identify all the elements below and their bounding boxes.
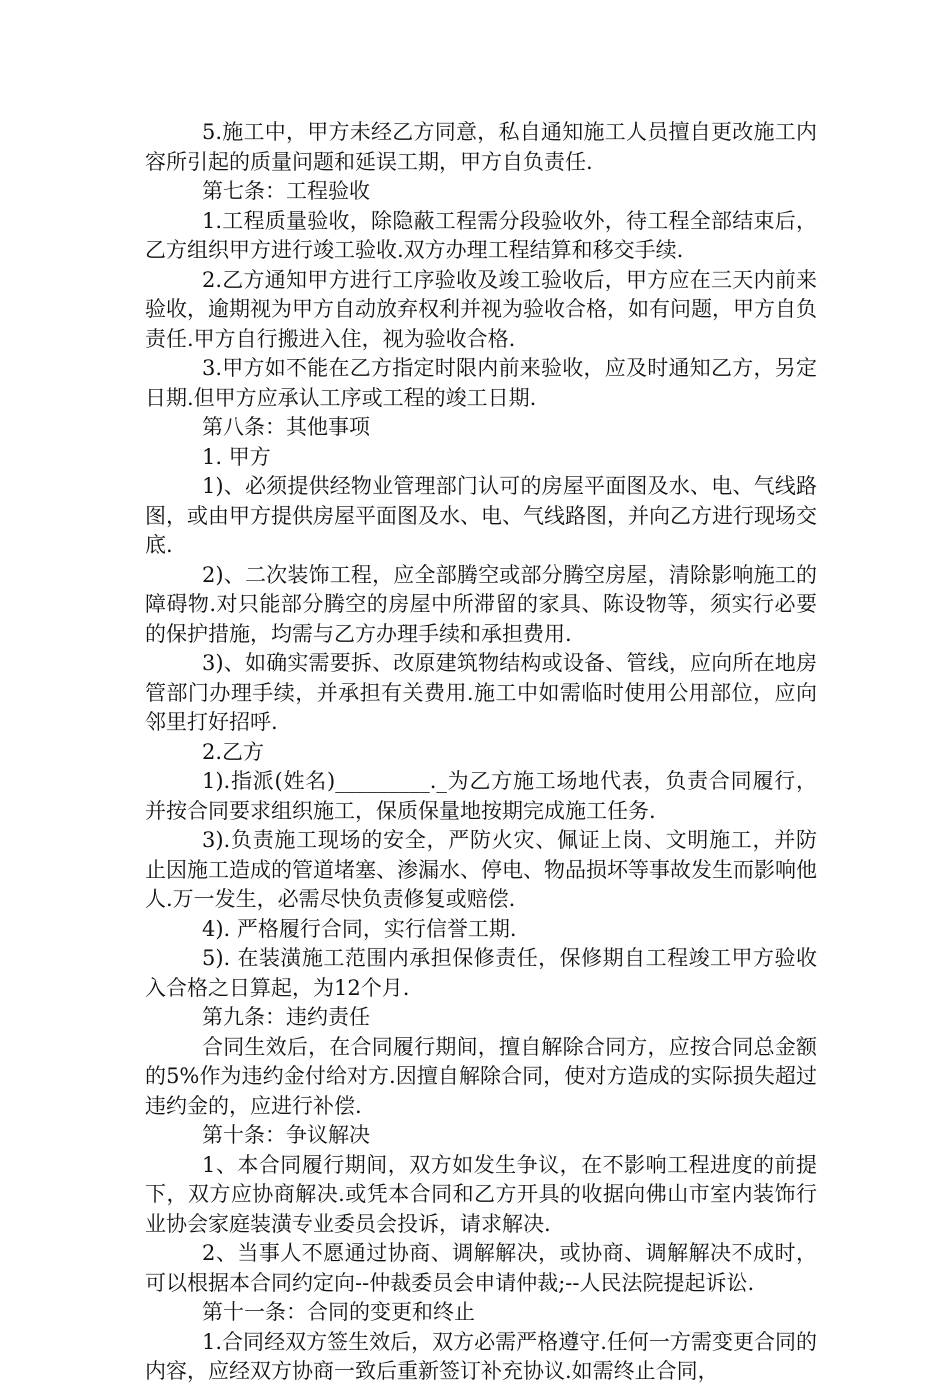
section-heading: 第十条：争议解决	[202, 1123, 370, 1147]
paragraph: 1.合同经双方签生效后，双方必需严格遵守.任何一方需变更合同的内容，应经双方协商一致后重新签订补充协议.如需终止合同，	[145, 1329, 817, 1383]
paragraph: 2.乙方通知甲方进行工序验收及竣工验收后，甲方应在三天内前来验收，逾期视为甲方自动放弃权利并视为验收合格，如有问题，甲方自负责任.甲方自行搬进入住，视为验收合格.	[145, 267, 817, 351]
section-heading: 第十一条：合同的变更和终止	[202, 1300, 475, 1324]
section-heading: 第九条：违约责任	[202, 1005, 370, 1029]
paragraph: 1、本合同履行期间，双方如发生争议，在不影响工程进度的前提下，双方应协商解决.或凭本合同和乙方开具的收据向佛山市室内装饰行业协会家庭装潢专业委员会投诉，请求解决.	[145, 1152, 817, 1236]
paragraph: 3)、如确实需要拆、改原建筑物结构或设备、管线，应向所在地房管部门办理手续，并承担有关费用.施工中如需临时使用公用部位，应向邻里打好招呼.	[145, 651, 817, 734]
paragraph: 1).指派(姓名)_________._为乙方施工场地代表，负责合同履行，并按合同要求组织施工，保质保量地按期完成施工任务.	[145, 769, 817, 823]
paragraph: 3.甲方如不能在乙方指定时限内前来验收，应及时通知乙方，另定日期.但甲方应承认工序或工程的竣工日期.	[145, 356, 817, 410]
document-page	[145, 118, 817, 1387]
paragraph: 3).负责施工现场的安全，严防火灾、佩证上岗、文明施工，并防止因施工造成的管道堵塞、渗漏水、停电、物品损坏等事故发生而影响他人.万一发生，必需尽快负责修复或赔偿.	[145, 828, 817, 911]
paragraph: 5.施工中，甲方未经乙方同意，私自通知施工人员擅自更改施工内容所引起的质量问题和延误工期，甲方自负责任.	[145, 120, 817, 174]
paragraph: 2、当事人不愿通过协商、调解解决，或协商、调解解决不成时，可以根据本合同约定向--仲裁委员会申请仲裁;--人民法院提起诉讼.	[145, 1241, 817, 1295]
subsection-heading: 1. 甲方	[202, 444, 271, 469]
paragraph: 5). 在装潢施工范围内承担保修责任，保修期自工程竣工甲方验收入合格之日算起，为12个月.	[145, 946, 817, 1000]
subsection-heading: 2.乙方	[202, 739, 265, 764]
paragraph: 2)、二次装饰工程，应全部腾空或部分腾空房屋，清除影响施工的障碍物.对只能部分腾空的房屋中所滞留的家具、陈设物等，须实行必要的保护措施，均需与乙方办理手续和承担费用.	[145, 562, 817, 646]
section-heading: 第七条：工程验收	[202, 179, 370, 203]
paragraph: 1.工程质量验收，除隐蔽工程需分段验收外，待工程全部结束后，乙方组织甲方进行竣工验收.双方办理工程结算和移交手续.	[145, 208, 817, 262]
section-heading: 第八条：其他事项	[202, 415, 370, 439]
paragraph: 合同生效后，在合同履行期间，擅自解除合同方，应按合同总金额的5%作为违约金付给对方.因擅自解除合同，使对方造成的实际损失超过违约金的，应进行补偿.	[145, 1034, 817, 1118]
paragraph: 1)、必须提供经物业管理部门认可的房屋平面图及水、电、气线路图，或由甲方提供房屋平面图及水、电、气线路图，并向乙方进行现场交底.	[145, 474, 817, 557]
paragraph: 4). 严格履行合同，实行信誉工期.	[202, 916, 517, 941]
